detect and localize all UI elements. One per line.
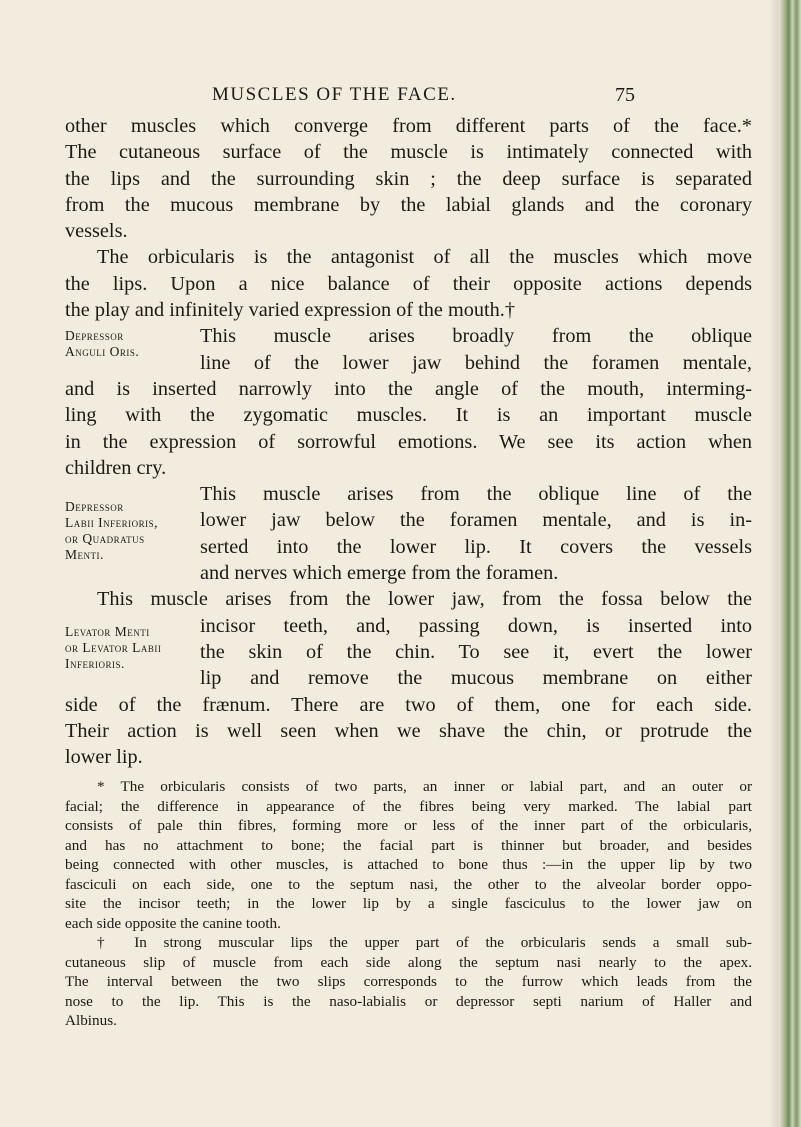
- binding-shadow: [769, 0, 779, 1127]
- footnote-line: site the incisor teeth; in the lower lip by a single fasciculus to the lower jaw on: [65, 895, 752, 912]
- text-line: lower lip.: [65, 746, 143, 769]
- text-line: the lips and the surrounding skin ; the deep surface is separated: [65, 167, 752, 190]
- footnote-line: cutaneous slip of muscle from each side along the septum nasi nearly to the apex.: [65, 953, 752, 971]
- page-number: 75: [615, 84, 635, 106]
- sidenote-line: Menti.: [65, 547, 104, 563]
- sidenote-line: Levator Menti: [65, 623, 150, 639]
- footnote-line: and has no attachment to bone; the facial part is thinner but broader, and besides: [65, 836, 752, 854]
- sidenote-line: Depressor: [65, 328, 124, 344]
- book-binding-edge: [779, 0, 801, 1127]
- text-line: Their action is well seen when we shave the chin, or protrude the: [65, 719, 752, 742]
- page-header: [0, 84, 801, 108]
- text-line: side of the frænum. There are two of them, one for each side.: [65, 693, 752, 716]
- sidenote-line: or Quadratus: [65, 531, 145, 547]
- footnote-line: The interval between the two slips corresponds to the furrow which leads from the: [65, 973, 752, 990]
- sidenote-depressor-labii: [65, 481, 200, 586]
- sidenote-line: Anguli Oris.: [65, 344, 140, 360]
- text-line: the lips. Upon a nice balance of their opposite actions depends: [65, 272, 752, 295]
- text-line: and is inserted narrowly into the angle of the mouth, interming-: [65, 377, 752, 400]
- sidenote-line: or Levator Labii: [65, 639, 162, 655]
- text-line: line of the lower jaw behind the foramen mentale,: [200, 351, 752, 374]
- text-line: incisor teeth, and, passing down, is inserted into: [200, 614, 752, 637]
- text-line: and nerves which emerge from the foramen.: [200, 562, 559, 585]
- footnote-line: nose to the lip. This is the naso-labialis or depressor septi narium of Haller and: [65, 992, 752, 1010]
- text-line: This muscle arises broadly from the oblique: [200, 325, 752, 348]
- sidenote-line: Depressor: [65, 499, 124, 515]
- text-line: the skin of the chin. To see it, evert the lower: [200, 640, 752, 663]
- footnote-line: consists of pale thin fibres, forming more or less of the inner part of the orbicularis,: [65, 817, 752, 834]
- text-line: The orbicularis is the antagonist of all the muscles which move: [97, 246, 752, 269]
- depressor-anguli-section: [65, 323, 752, 376]
- sidenote-depressor-anguli: [65, 323, 200, 376]
- text-line: vessels.: [65, 220, 128, 243]
- text-line: lip and remove the mucous membrane on either: [200, 667, 752, 690]
- text-line: The cutaneous surface of the muscle is intimately connected with: [65, 141, 752, 164]
- text-line: serted into the lower lip. It covers the vessels: [200, 535, 752, 558]
- text-line: This muscle arises from the lower jaw, from the fossa below the: [97, 588, 752, 611]
- text-line: ling with the zygomatic muscles. It is an important muscle: [65, 404, 752, 427]
- sidenote-line: Inferioris.: [65, 655, 125, 671]
- text-line: the play and infinitely varied expression of the mouth.†: [65, 299, 516, 322]
- sidenote-levator-menti: [65, 613, 200, 692]
- footnote-line: † In strong muscular lips the upper part of the orbicularis sends a small sub-: [97, 934, 752, 951]
- main-text: [65, 113, 752, 770]
- text-line: from the mucous membrane by the labial glands and the coronary: [65, 193, 752, 216]
- levator-menti-section: [65, 613, 752, 692]
- footnote-line: * The orbicularis consists of two parts, an inner or labial part, and an outer or: [97, 778, 752, 795]
- sidenote-line: Labii Inferioris,: [65, 515, 158, 531]
- footnote-line: being connected with other muscles, is attached to bone thus :—in the upper lip by two: [65, 856, 752, 873]
- footnote-line: facial; the difference in appearance of the fibres being very marked. The labial part: [65, 797, 752, 815]
- footnote-line: fasciculi on each side, one to the septum nasi, the other to the alveolar border oppo-: [65, 875, 752, 893]
- text-line: This muscle arises from the oblique line of the: [200, 483, 752, 506]
- running-title: MUSCLES OF THE FACE.: [212, 84, 457, 105]
- text-line: in the expression of sorrowful emotions. We see its action when: [65, 430, 752, 453]
- footnote-line: Albinus.: [65, 1012, 117, 1029]
- footnotes: [65, 777, 752, 1031]
- footnote-line: each side opposite the canine tooth.: [65, 914, 281, 932]
- depressor-labii-section: [65, 481, 752, 586]
- text-line: other muscles which converge from different parts of the face.*: [65, 115, 752, 137]
- text-line: children cry.: [65, 456, 167, 479]
- text-line: lower jaw below the foramen mentale, and is in-: [200, 509, 752, 532]
